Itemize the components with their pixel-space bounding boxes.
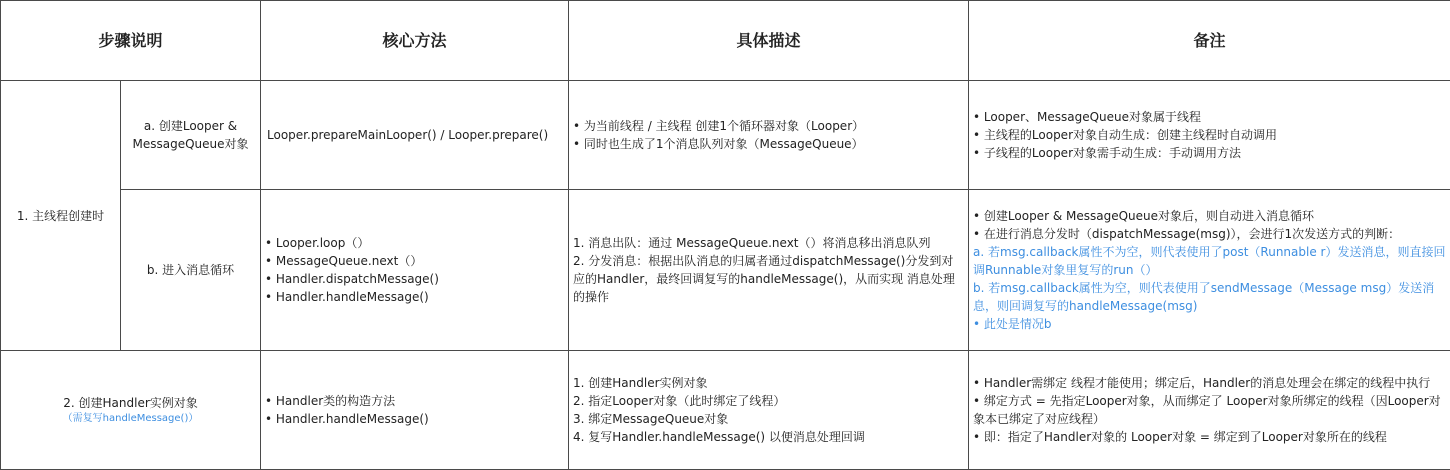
list-item: 4. 复写Handler.handleMessage() 以便消息处理回调	[573, 430, 865, 444]
list-item: • Handler.handleMessage()	[265, 412, 429, 426]
list-item: • 在进行消息分发时（dispatchMessage(msg)），会进行1次发送方式的判断：	[973, 227, 1401, 241]
row-a-description	[569, 81, 969, 190]
table-row	[1, 351, 1450, 470]
list-item-highlight: a. 若msg.callback属性不为空，则代表使用了post（Runnable r）发送消息，则直接回调Runnable对象里复写的run（）	[973, 245, 1446, 277]
group2-method	[261, 351, 569, 470]
list-item: 1. 消息出队：通过 MessageQueue.next（）将消息移出消息队列	[573, 236, 931, 250]
list-item: • Handler需绑定 线程才能使用；绑定后，Handler的消息处理会在绑定的线程中执行	[973, 376, 1431, 390]
list-item: • Handler类的构造方法	[265, 394, 396, 408]
list-item: 1. 创建Handler实例对象	[573, 376, 708, 390]
list-item: 2. 指定Looper对象（此时绑定了线程）	[573, 394, 786, 408]
group1-title: 1. 主线程创建时	[1, 81, 121, 351]
table-row	[1, 190, 1450, 351]
row-b-method	[261, 190, 569, 351]
row-a-notes	[969, 81, 1450, 190]
list-item-highlight: • 此处是情况b	[973, 317, 1052, 331]
list-item-highlight: b. 若msg.callback属性为空，则代表使用了sendMessage（Message msg）发送消息，则回调复写的handleMessage(msg)	[973, 281, 1435, 313]
header-row	[1, 1, 1450, 81]
row-b-step: b. 进入消息循环	[121, 190, 261, 351]
header-step: 步骤说明	[1, 1, 261, 81]
row-b-notes	[969, 190, 1450, 351]
list-item: • MessageQueue.next（）	[265, 254, 423, 268]
list-item: 3. 绑定MessageQueue对象	[573, 412, 729, 426]
list-item: • 子线程的Looper对象需手动生成：手动调用方法	[973, 146, 1242, 160]
list-item: • Looper、MessageQueue对象属于线程	[973, 110, 1202, 124]
list-item: • 绑定方式 = 先指定Looper对象，从而绑定了 Looper对象所绑定的线程（因Looper对象本已绑定了对应线程）	[973, 394, 1441, 426]
list-item: • Handler.handleMessage()	[265, 290, 429, 304]
group2-step-cell	[1, 351, 261, 470]
group2-title: 2. 创建Handler实例对象	[63, 396, 198, 410]
list-item: • 创建Looper & MessageQueue对象后，则自动进入消息循环	[973, 209, 1315, 223]
list-item: • 即：指定了Handler对象的 Looper对象 = 绑定到了Looper对象所在的线程	[973, 430, 1387, 444]
group2-subtitle: （需复写handleMessage()）	[62, 413, 199, 424]
list-item: • Looper.loop（）	[265, 236, 370, 250]
row-a-method: Looper.prepareMainLooper() / Looper.prepare()	[261, 81, 569, 190]
header-method: 核心方法	[261, 1, 569, 81]
header-description: 具体描述	[569, 1, 969, 81]
group2-description	[569, 351, 969, 470]
row-b-description	[569, 190, 969, 351]
list-item: • Handler.dispatchMessage()	[265, 272, 439, 286]
row-a-step: a. 创建Looper & MessageQueue对象	[121, 81, 261, 190]
header-notes: 备注	[969, 1, 1450, 81]
list-item: 2. 分发消息：根据出队消息的归属者通过dispatchMessage()分发到对应的Handler，最终回调复写的handleMessage()，从而实现 消息处理 的操作	[573, 254, 955, 304]
list-item: • 同时也生成了1个消息队列对象（MessageQueue）	[573, 137, 864, 151]
list-item: • 为当前线程 / 主线程 创建1个循环器对象（Looper）	[573, 119, 865, 133]
table-row	[1, 81, 1450, 190]
group2-notes	[969, 351, 1450, 470]
list-item: • 主线程的Looper对象自动生成：创建主线程时自动调用	[973, 128, 1278, 142]
